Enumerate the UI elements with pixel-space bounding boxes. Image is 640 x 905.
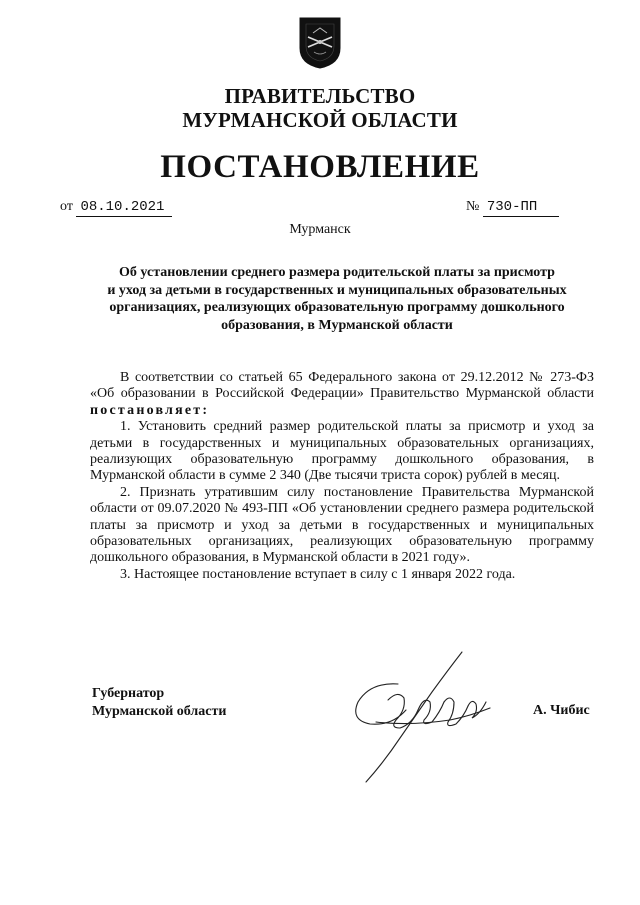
item-1-paragraph: 1. Установить средний размер родительской платы за присмотр и уход за детьми в государственных и муниципальных образовательных организациях, реализующих образовательную программу дошкольного образования, в Мурманской области в сумме 2 340 (Две тысячи триста сорок) рублей в месяц. bbox=[90, 419, 594, 484]
signatory-title-line-1: Губернатор bbox=[92, 686, 165, 701]
document-subject bbox=[82, 264, 592, 334]
document-body bbox=[90, 370, 594, 583]
date-prefix: от bbox=[60, 199, 73, 214]
subject-line-2: и уход за детьми в государственных и муниципальных образовательных bbox=[107, 282, 567, 298]
item-3-paragraph: 3. Настоящее постановление вступает в силу с 1 января 2022 года. bbox=[120, 566, 516, 582]
document-type: ПОСТАНОВЛЕНИЕ bbox=[160, 149, 480, 185]
org-line-1: ПРАВИТЕЛЬСТВО bbox=[224, 84, 416, 108]
document-number: 730-ПП bbox=[483, 198, 559, 217]
subject-line-3: организациях, реализующих образовательную программу дошкольного bbox=[109, 300, 565, 315]
org-line-2: МУРМАНСКОЙ ОБЛАСТИ bbox=[182, 108, 458, 132]
preamble-text: В соответствии со статьей 65 Федерального закона от 29.12.2012 № 273-ФЗ «Об образовании в Российской Федерации» Правительство Мурманской области bbox=[90, 370, 594, 402]
city: Мурманск bbox=[289, 222, 351, 237]
signatory-name: А. Чибис bbox=[533, 703, 590, 718]
number-block bbox=[466, 198, 559, 217]
coat-of-arms-icon bbox=[296, 14, 344, 70]
decree-word: постановляет: bbox=[90, 402, 210, 418]
date-block bbox=[60, 198, 172, 217]
signatory-title bbox=[92, 685, 226, 720]
subject-line-1: Об установлении среднего размера родительской платы за присмотр bbox=[119, 265, 555, 280]
preamble-paragraph bbox=[90, 370, 594, 419]
subject-line-4: образования, в Мурманской области bbox=[221, 317, 453, 333]
document-date: 08.10.2021 bbox=[76, 198, 172, 217]
number-prefix: № bbox=[466, 199, 480, 214]
signatory-title-line-2: Мурманской области bbox=[92, 703, 227, 719]
item-2-paragraph: 2. Признать утратившим силу постановление Правительства Мурманской области от 09.07.2020 № 493-ПП «Об установлении среднего размера родительской платы за присмотр и уход за детьми в государственных и муниципальных образовательных организациях, реализующих образовательную программу дошкольного образования, в Мурманской области в 2021 году». bbox=[90, 484, 594, 566]
handwritten-signature-icon bbox=[340, 640, 500, 790]
organization-name bbox=[0, 84, 640, 132]
